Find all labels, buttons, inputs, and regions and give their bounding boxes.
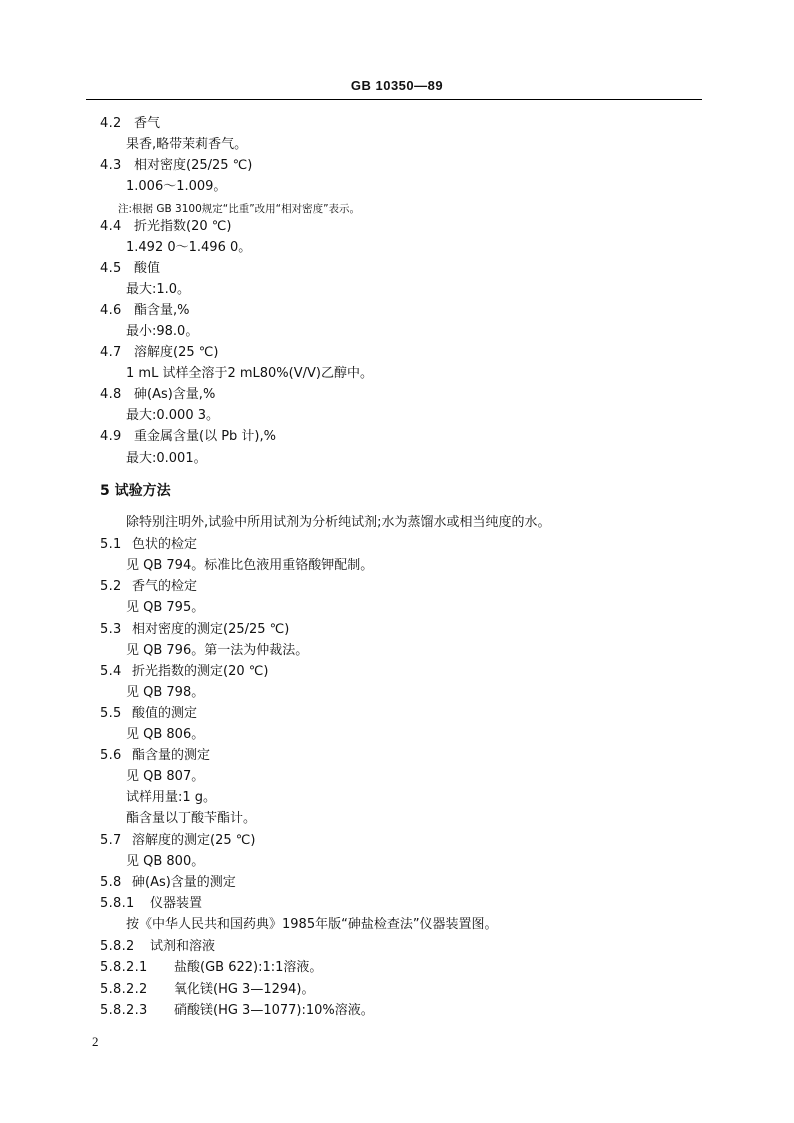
- clause-text: 见 QB 800。: [126, 854, 205, 869]
- section-heading: 5 试验方法: [100, 483, 171, 499]
- clause-title: 酯含量,%: [134, 303, 190, 318]
- clause-text: 试样用量:1 g。: [126, 790, 217, 805]
- clause-title: 相对密度的测定(25/25 ℃): [132, 622, 290, 637]
- clause-title: 硝酸镁(HG 3—1077):10%溶液。: [174, 1003, 374, 1018]
- clause-number: 5.2: [100, 579, 122, 594]
- header-rule: [86, 99, 702, 100]
- clause-title: 香气: [134, 116, 161, 131]
- clause-title: 重金属含量(以 Pb 计),%: [134, 429, 276, 444]
- clause-title: 氧化镁(HG 3—1294)。: [174, 982, 315, 997]
- clause-title: 溶解度的测定(25 ℃): [132, 833, 256, 848]
- intro-text: 除特别注明外,试验中所用试剂为分析纯试剂;水为蒸馏水或相当纯度的水。: [126, 515, 551, 530]
- clause-number: 4.9: [100, 429, 122, 444]
- clause-title: 折光指数的测定(20 ℃): [132, 664, 269, 679]
- clause-text: 见 QB 796。第一法为仲裁法。: [126, 643, 309, 658]
- clause-number: 5.8.2.3: [100, 1003, 148, 1018]
- clause-title: 相对密度(25/25 ℃): [134, 158, 253, 173]
- note-text: 注:根据 GB 3100规定“比重”改用“相对密度”表示。: [118, 203, 361, 215]
- clause-text: 最小:98.0。: [126, 324, 199, 339]
- clause-text: 最大:0.001。: [126, 451, 207, 466]
- clause-number: 5.8.1: [100, 896, 135, 911]
- clause-number: 4.6: [100, 303, 122, 318]
- clause-number: 5.6: [100, 748, 122, 763]
- clause-title: 香气的检定: [132, 579, 198, 594]
- clause-number: 5.7: [100, 833, 122, 848]
- clause-title: 砷(As)含量,%: [134, 387, 216, 402]
- clause-text: 酯含量以丁酸苄酯计。: [126, 811, 257, 826]
- clause-title: 酸值的测定: [132, 706, 198, 721]
- clause-number: 5.1: [100, 537, 122, 552]
- clause-text: 果香,略带茉莉香气。: [126, 137, 248, 152]
- clause-text: 1.006～1.009。: [126, 179, 227, 194]
- clause-title: 折光指数(20 ℃): [134, 219, 232, 234]
- clause-text: 见 QB 795。: [126, 600, 205, 615]
- clause-number: 4.4: [100, 219, 122, 234]
- clause-title: 酸值: [134, 261, 161, 276]
- clause-number: 5.5: [100, 706, 122, 721]
- clause-number: 5.8.2.1: [100, 960, 148, 975]
- clause-number: 5.8.2: [100, 939, 135, 954]
- clause-text: 1 mL 试样全溶于2 mL80%(V/V)乙醇中。: [126, 366, 373, 381]
- clause-title: 色状的检定: [132, 537, 198, 552]
- clause-number: 5.8: [100, 875, 122, 890]
- clause-text: 见 QB 807。: [126, 769, 205, 784]
- clause-number: 5.8.2.2: [100, 982, 148, 997]
- clause-title: 试剂和溶液: [150, 939, 216, 954]
- clause-text: 见 QB 794。标准比色液用重铬酸钾配制。: [126, 558, 374, 573]
- clause-text: 见 QB 806。: [126, 727, 205, 742]
- clause-title: 盐酸(GB 622):1:1溶液。: [174, 960, 323, 975]
- clause-number: 5.3: [100, 622, 122, 637]
- clause-text: 按《中华人民共和国药典》1985年版“砷盐检查法”仪器装置图。: [126, 917, 498, 932]
- clause-title: 溶解度(25 ℃): [134, 345, 219, 360]
- clause-number: 4.7: [100, 345, 122, 360]
- clause-number: 4.3: [100, 158, 122, 173]
- clause-title: 仪器装置: [150, 896, 203, 911]
- clause-number: 4.5: [100, 261, 122, 276]
- clause-number: 5.4: [100, 664, 122, 679]
- clause-text: 见 QB 798。: [126, 685, 205, 700]
- clause-title: 砷(As)含量的测定: [132, 875, 236, 890]
- clause-text: 最大:0.000 3。: [126, 408, 219, 423]
- clause-text: 1.492 0～1.496 0。: [126, 240, 252, 255]
- document-header: GB 10350—89: [350, 78, 444, 93]
- clause-text: 最大:1.0。: [126, 282, 191, 297]
- page-number: 2: [92, 1034, 99, 1049]
- clause-number: 4.2: [100, 116, 122, 131]
- clause-number: 4.8: [100, 387, 122, 402]
- clause-title: 酯含量的测定: [132, 748, 211, 763]
